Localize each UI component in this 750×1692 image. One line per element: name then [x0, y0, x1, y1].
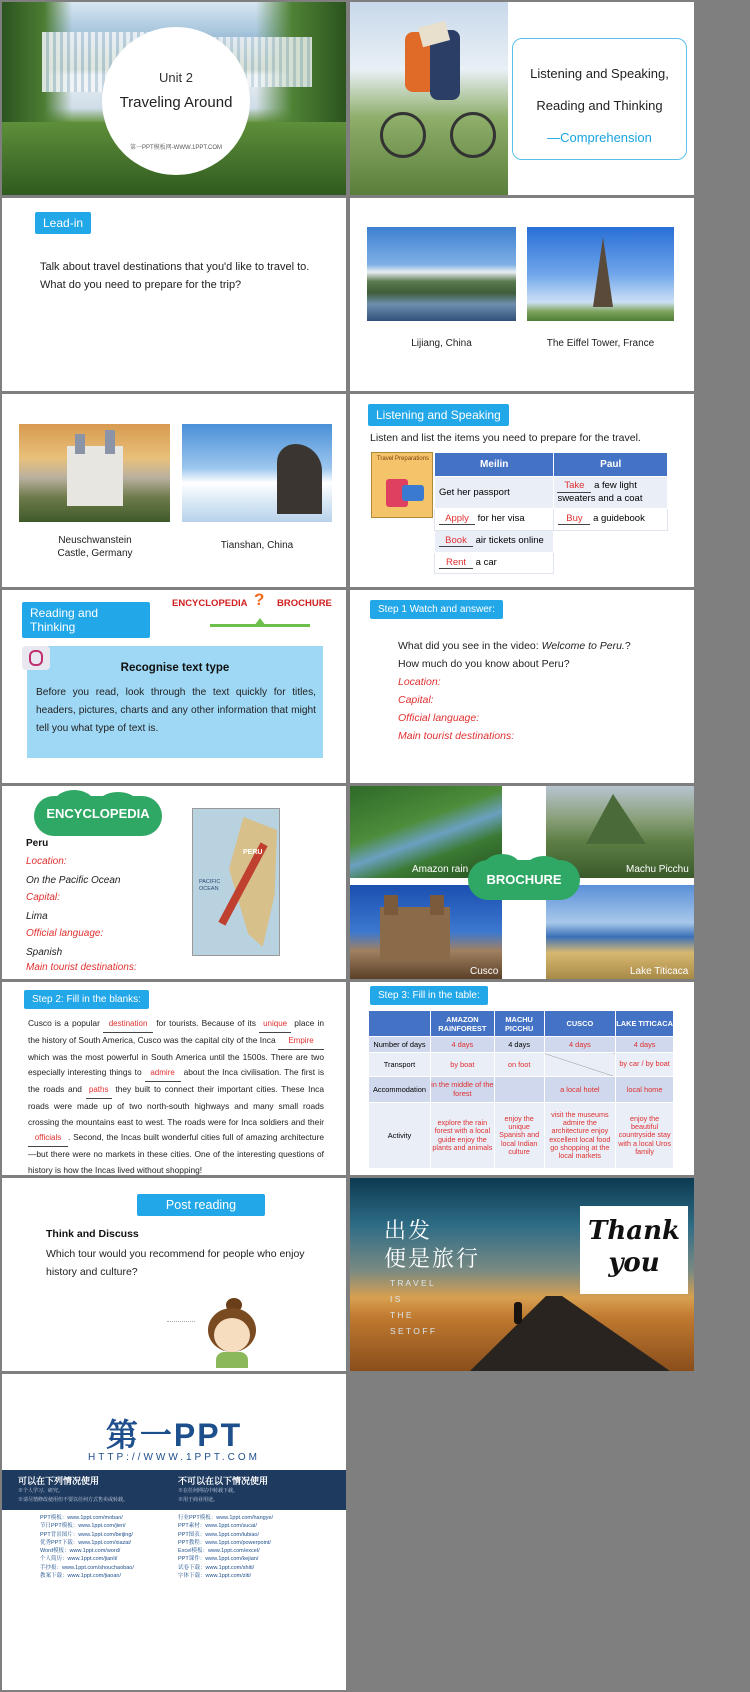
- list-item[interactable]: PPT图表：www.1ppt.com/tubiao/: [178, 1531, 260, 1538]
- slide-step3[interactable]: [350, 982, 694, 1175]
- travel-book-label: Travel Preparations: [376, 456, 430, 462]
- brochure-label: BROCHURE: [277, 598, 332, 609]
- slide-destinations-2[interactable]: [2, 394, 346, 587]
- map-peru-label: PERU: [243, 849, 263, 856]
- step1-tag: Step 1 Watch and answer:: [370, 600, 503, 619]
- lead-in-question-1: Talk about travel destinations that you'd like to travel to.: [40, 261, 310, 273]
- tour-cell-2-4: local home: [616, 1077, 674, 1103]
- travel-book-icon: [371, 452, 433, 518]
- tour-cell-0-1: 4 days: [430, 1037, 494, 1053]
- right-links: [178, 1514, 273, 1580]
- think-discuss-heading: Think and Discuss: [46, 1228, 139, 1240]
- table-row: [369, 1037, 674, 1053]
- step1-location: Location:: [398, 676, 441, 688]
- slide-brochure[interactable]: [350, 786, 694, 979]
- peru-heading: Peru: [26, 838, 49, 849]
- list-item[interactable]: 教案下载：www.1ppt.com/jiaoan/: [40, 1572, 121, 1579]
- list-item[interactable]: Excel模板：www.1ppt.com/excel/: [178, 1548, 260, 1554]
- unit-label: Unit 2: [159, 70, 193, 85]
- lead-in-question-2: What do you need to prepare for the trip?: [40, 279, 242, 291]
- peru-location-label: Location:: [26, 856, 67, 867]
- tour-cell-2-0: Accommodation: [369, 1077, 431, 1103]
- amazon-caption: Amazon rain: [412, 864, 469, 875]
- unit-title: Traveling Around: [119, 94, 233, 111]
- thank-text: Thank: [587, 1216, 680, 1246]
- blank-5: paths: [86, 1083, 112, 1099]
- list-item[interactable]: Word模板：www.1ppt.com/word/: [40, 1548, 121, 1554]
- lijiang-photo: [367, 227, 516, 321]
- peru-location-value: On the Pacific Ocean: [26, 875, 121, 886]
- meilin-row-4: a car: [475, 556, 497, 568]
- cusco-caption: Cusco: [470, 966, 499, 977]
- castle-photo: [19, 424, 170, 522]
- paul-row-1: a few light sweaters and a coat: [557, 480, 643, 504]
- peru-language-value: Spanish: [26, 947, 63, 958]
- tour-cell-0-4: 4 days: [616, 1037, 674, 1053]
- tour-cell-1-3: [544, 1053, 616, 1077]
- right-sub-2: ※用于商业用途。: [178, 1497, 219, 1503]
- list-item[interactable]: 字体下载：www.1ppt.com/ziti/: [178, 1572, 252, 1579]
- girl-cartoon: [192, 1298, 262, 1368]
- slide-reading[interactable]: [2, 590, 346, 783]
- map-ocean-label: PACIFIC OCEAN: [199, 879, 221, 893]
- peru-map: [192, 808, 280, 956]
- list-item[interactable]: PPT背景图片：www.1ppt.com/beijing/: [40, 1531, 133, 1538]
- slide-cover-2[interactable]: [350, 2, 694, 195]
- blank-3: Empire: [278, 1034, 324, 1050]
- tour-head-4: LAKE TITICACA: [616, 1011, 674, 1037]
- left-sub-2: ※请尽情修改使用但不要以任何方式售卖或转载。: [18, 1497, 129, 1503]
- castle-caption: Neuschwanstein Castle, Germany: [57, 535, 133, 559]
- slide-listening[interactable]: [350, 394, 694, 587]
- list-item[interactable]: PPT教程：www.1ppt.com/powerpoint/: [178, 1539, 271, 1546]
- step2-tag: Step 2: Fill in the blanks:: [24, 990, 149, 1009]
- meilin-row-3: air tickets online: [475, 535, 544, 547]
- eiffel-photo: [527, 227, 674, 321]
- step1-question-1: What did you see in the video: Welcome to Peru.?: [398, 640, 631, 652]
- tour-cell-0-0: Number of days: [369, 1037, 431, 1053]
- step1-destinations: Main tourist destinations:: [398, 730, 515, 742]
- tour-cell-1-4: by car / by boat: [616, 1053, 674, 1077]
- tour-head-2: MACHU PICCHU: [494, 1011, 544, 1037]
- tour-cell-3-4: enjoy the beautiful countryside stay with a local Uros family: [616, 1103, 674, 1169]
- slide-thank-you[interactable]: [350, 1178, 694, 1371]
- post-reading-tag: Post reading: [137, 1194, 265, 1216]
- tour-cell-3-0: Activity: [369, 1103, 431, 1169]
- brand-logo: 第一PPT: [105, 1417, 243, 1453]
- slogan-en-4: S E T O F F: [390, 1326, 436, 1336]
- right-title: 不可以在以下情况使用: [178, 1476, 269, 1486]
- tour-cell-3-1: explore the rain forest with a local guide enjoy the plants and animals: [430, 1103, 494, 1169]
- reading-tag: Reading and Thinking: [22, 602, 150, 638]
- step3-tag: Step 3: Fill in the table:: [370, 986, 488, 1005]
- slogan-cn-1: 出发: [384, 1218, 433, 1243]
- think-discuss-question: Which tour would you recommend for people who enjoy history and culture?: [46, 1248, 305, 1278]
- titicaca-photo: [546, 885, 694, 979]
- lijiang-caption: Lijiang, China: [411, 338, 472, 349]
- road: [470, 1296, 670, 1371]
- meilin-blank-4: Rent: [439, 557, 473, 569]
- tour-cell-3-3: visit the museums admire the architecture enjoy excellent local food go shopping at the local markets: [544, 1103, 616, 1169]
- slide-lead-in[interactable]: [2, 198, 346, 391]
- text-type-title: Recognise text type: [120, 662, 230, 674]
- blank-6: officials: [28, 1131, 68, 1147]
- slide-step1[interactable]: [350, 590, 694, 783]
- head-paul: Paul: [554, 453, 668, 477]
- blank-1: destination: [103, 1017, 153, 1033]
- list-item[interactable]: 节日PPT模板：www.1ppt.com/jieri/: [40, 1523, 126, 1530]
- question-mark-icon: ?: [254, 590, 265, 609]
- slide-title[interactable]: [2, 2, 346, 195]
- scale-base: [254, 618, 266, 626]
- head-meilin: Meilin: [435, 453, 554, 477]
- list-item[interactable]: 手抄报：www.1ppt.com/shouchaobao/: [40, 1564, 134, 1571]
- subtitle-line-3: —Comprehension: [547, 130, 652, 145]
- step2-passage: Cusco is a popular destination for tourists. Because of its unique place in the history of South America, Cusco was the capital city of the Inca Empire which was the most powerful in South America until the 1500s. There are two especially interesting things to admire about the Inca civilisation. The first is the roads and paths they built to connect their important cities. These Inca roads were made up of two north-south highways and many small roads crossing the mountains east to west. The roads were for Inca soldiers and their officials . Second, the Incas built wonderful cities full of amazing architecture—but there were no markets in these cities. One of the interesting questions of history is how the Incas lived without shopping!: [28, 1018, 325, 1175]
- left-sub-1: ※个人学习、研究。: [18, 1488, 64, 1494]
- machu-picchu-caption: Machu Picchu: [626, 864, 689, 875]
- tour-cell-2-1: in the middle of the forest: [430, 1077, 494, 1103]
- left-links: [40, 1514, 134, 1580]
- tour-cell-3-2: enjoy the unique Spanish and local Indian culture: [494, 1103, 544, 1169]
- table-row: [369, 1077, 674, 1103]
- slide-post-reading[interactable]: [2, 1178, 346, 1371]
- paul-blank-2: Buy: [558, 513, 590, 525]
- brand-url: HTTP://WWW.1PPT.COM: [88, 1452, 260, 1463]
- prep-table: [434, 452, 668, 574]
- peru-destinations-label: Main tourist destinations:: [26, 962, 137, 973]
- slogan-en-1: T R A V E L: [390, 1278, 434, 1288]
- listening-instruction: Listen and list the items you need to prepare for the travel.: [370, 432, 641, 444]
- runner: [514, 1302, 522, 1324]
- tour-head-0: [369, 1011, 431, 1037]
- tour-cell-0-2: 4 days: [494, 1037, 544, 1053]
- meilin-blank-3: Book: [439, 535, 473, 547]
- encyclopedia-cloud-text: ENCYCLOPEDIA: [46, 806, 150, 821]
- peru-capital-label: Capital:: [26, 892, 60, 903]
- tour-head-1: AMAZON RAINFOREST: [430, 1011, 494, 1037]
- list-item[interactable]: 个人简历：www.1ppt.com/jianli/: [40, 1556, 118, 1563]
- table-row: [369, 1053, 674, 1077]
- list-item[interactable]: PPT课件：www.1ppt.com/kejian/: [178, 1556, 259, 1563]
- tour-cell-0-3: 4 days: [544, 1037, 616, 1053]
- subtitle-line-2: Reading and Thinking: [536, 98, 663, 113]
- tour-cell-2-2: [494, 1077, 544, 1103]
- slide-encyclopedia[interactable]: [2, 786, 346, 979]
- cusco-photo: [350, 885, 502, 979]
- paul-blank-1: Take: [557, 480, 591, 493]
- list-item[interactable]: PPT素材：www.1ppt.com/sucai/: [178, 1523, 257, 1530]
- list-item[interactable]: 试卷下载：www.1ppt.com/shiti/: [178, 1564, 255, 1571]
- brochure-cloud-text: BROCHURE: [486, 872, 562, 887]
- text-type-body: Before you read, look through the text quickly for titles, headers, pictures, charts and any other information that might tell you what type of text is.: [36, 687, 316, 734]
- meilin-row-1: Get her passport: [435, 477, 554, 509]
- slide-destinations-1[interactable]: [350, 198, 694, 391]
- slide-credits[interactable]: [2, 1374, 346, 1690]
- encyclopedia-label: ENCYCLOPEDIA: [172, 598, 248, 609]
- girl-thought: [167, 1306, 195, 1322]
- subtitle-line-1: Listening and Speaking,: [530, 66, 669, 81]
- left-title: 可以在下列情况使用: [18, 1476, 100, 1486]
- tour-cell-1-1: by boat: [430, 1053, 494, 1077]
- tour-cell-1-0: Transport: [369, 1053, 431, 1077]
- tianshan-caption: Tianshan, China: [220, 540, 294, 551]
- site-label: 第一PPT模板网-WWW.1PPT.COM: [130, 145, 222, 151]
- meilin-blank-2: Apply: [439, 513, 475, 525]
- listening-tag: Listening and Speaking: [368, 404, 509, 426]
- step1-language: Official language:: [398, 712, 480, 724]
- blank-4: admire: [145, 1066, 181, 1082]
- blank-2: unique: [259, 1017, 291, 1033]
- meilin-row-2: for her visa: [477, 513, 525, 525]
- titicaca-caption: Lake Titicaca: [630, 966, 689, 977]
- slogan-en-3: T H E: [390, 1310, 412, 1320]
- slogan-en-2: I S: [390, 1294, 401, 1304]
- step1-question-2: How much do you know about Peru?: [398, 658, 570, 670]
- tour-cell-1-2: on foot: [494, 1053, 544, 1077]
- tour-cell-2-3: a local hotel: [544, 1077, 616, 1103]
- step1-capital: Capital:: [398, 694, 434, 706]
- tour-head-3: CUSCO: [544, 1011, 616, 1037]
- list-item[interactable]: 优秀PPT下载：www.1ppt.com/xiazai/: [40, 1539, 132, 1546]
- tour-table: [368, 1010, 674, 1169]
- list-item[interactable]: 行业PPT模板：www.1ppt.com/hangye/: [178, 1515, 274, 1521]
- lead-in-tag: Lead-in: [35, 212, 91, 234]
- right-sub-1: ※在任何网站中转载下载。: [178, 1488, 239, 1494]
- slide-step2[interactable]: [2, 982, 346, 1175]
- cyclists-photo: [350, 2, 508, 195]
- peru-language-label: Official language:: [26, 928, 104, 939]
- slogan-cn-2: 便是旅行: [384, 1246, 481, 1271]
- you-text: you: [608, 1248, 660, 1278]
- eiffel-caption: The Eiffel Tower, France: [546, 338, 655, 349]
- table-row: [369, 1103, 674, 1169]
- paul-row-2: a guidebook: [593, 513, 645, 525]
- tianshan-photo: [182, 424, 332, 522]
- list-item[interactable]: PPT模板：www.1ppt.com/moban/: [40, 1515, 123, 1521]
- peru-capital-value: Lima: [26, 911, 48, 922]
